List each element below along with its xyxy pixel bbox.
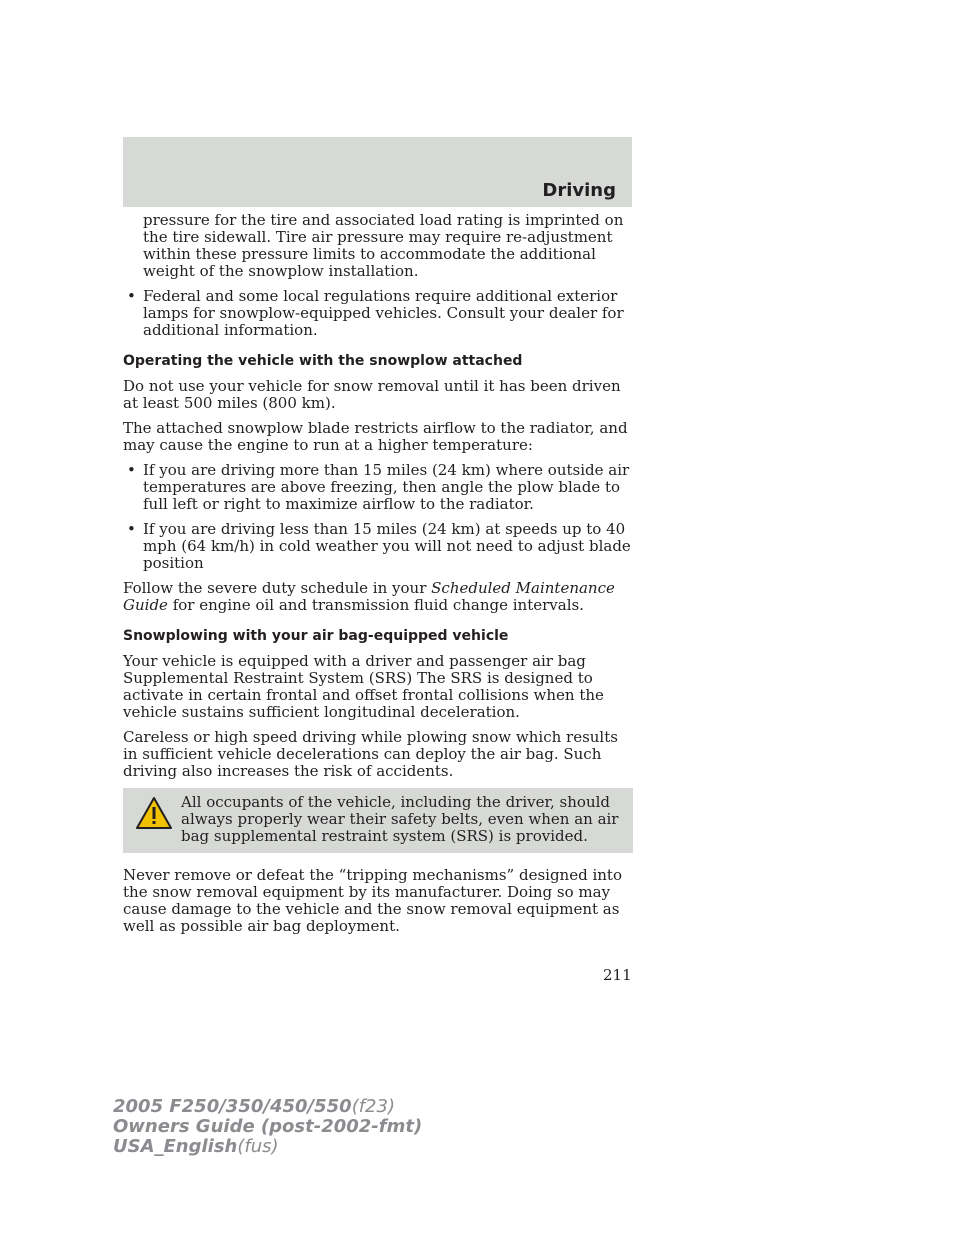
heading-airbag-vehicle: Snowplowing with your air bag-equipped vehicle <box>123 628 509 644</box>
page-number: 211 <box>603 966 632 984</box>
paragraph: The attached snowplow blade restricts airflow to the radiator, and may cause the engine to run at a higher temperature: <box>123 419 628 454</box>
bullet-marker: • <box>127 287 136 305</box>
footer-language: USA_English <box>113 1136 238 1157</box>
bullet-marker: • <box>127 461 136 479</box>
list-item <box>123 288 633 339</box>
continued-paragraph: pressure for the tire and associated load rating is imprinted on the tire sidewall. Tire air pressure may require re-adjustment within these pressure limits to accommodate the additional weight of the snowplow installation. <box>143 211 624 280</box>
paragraph: Never remove or defeat the “tripping mechanisms” designed into the snow removal equipment by its manufacturer. Doing so may cause damage to the vehicle and the snow removal equipment as well as possible air bag deployment. <box>123 866 622 935</box>
section-header-band <box>123 137 632 207</box>
bullet-text: Federal and some local regulations require additional exterior lamps for snowplow-equipped vehicles. Consult your dealer for additional information. <box>143 287 624 339</box>
warning-box <box>123 788 633 853</box>
footer-line <box>113 1097 422 1117</box>
bullet-marker: • <box>127 520 136 538</box>
list-item <box>123 462 633 513</box>
warning-triangle-icon <box>135 796 173 830</box>
maintenance-guide-reference: Scheduled Maintenance Guide <box>123 579 615 614</box>
bullet-text: If you are driving less than 15 miles (24 km) at speeds up to 40 mph (64 km/h) in cold weather you will not need to adjust blade position <box>143 520 631 572</box>
paragraph: Your vehicle is equipped with a driver and passenger air bag Supplemental Restraint System (SRS) The SRS is designed to activate in certain frontal and offset frontal collisions when the vehicle sustains sufficient longitudinal deceleration. <box>123 652 604 721</box>
footer-model: 2005 F250/350/450/550 <box>113 1096 352 1117</box>
paragraph: Do not use your vehicle for snow removal until it has been driven at least 500 miles (800 km). <box>123 377 621 412</box>
footer <box>113 1097 422 1157</box>
footer-line <box>113 1137 422 1157</box>
paragraph <box>123 580 633 614</box>
paragraph-text: for engine oil and transmission fluid change intervals. <box>167 596 584 614</box>
bullet-text: If you are driving more than 15 miles (24 km) where outside air temperatures are above freezing, then angle the plow blade to full left or right to maximize airflow to the radiator. <box>143 461 630 513</box>
paragraph-text: Follow the severe duty schedule in your <box>123 579 432 597</box>
footer-line: Owners Guide (post-2002-fmt) <box>113 1116 423 1137</box>
heading-operating-with-snowplow: Operating the vehicle with the snowplow attached <box>123 353 523 369</box>
page-content <box>123 212 633 943</box>
list-item <box>123 521 633 572</box>
footer-code: (f23) <box>351 1096 395 1117</box>
section-title: Driving <box>542 180 616 201</box>
warning-text: All occupants of the vehicle, including the driver, should always properly wear their safety belts, even when an air bag supplemental restraint system (SRS) is provided. <box>181 793 619 845</box>
footer-code: (fus) <box>237 1136 279 1157</box>
paragraph: Careless or high speed driving while plowing snow which results in sufficient vehicle decelerations can deploy the air bag. Such driving also increases the risk of accidents. <box>123 728 618 780</box>
